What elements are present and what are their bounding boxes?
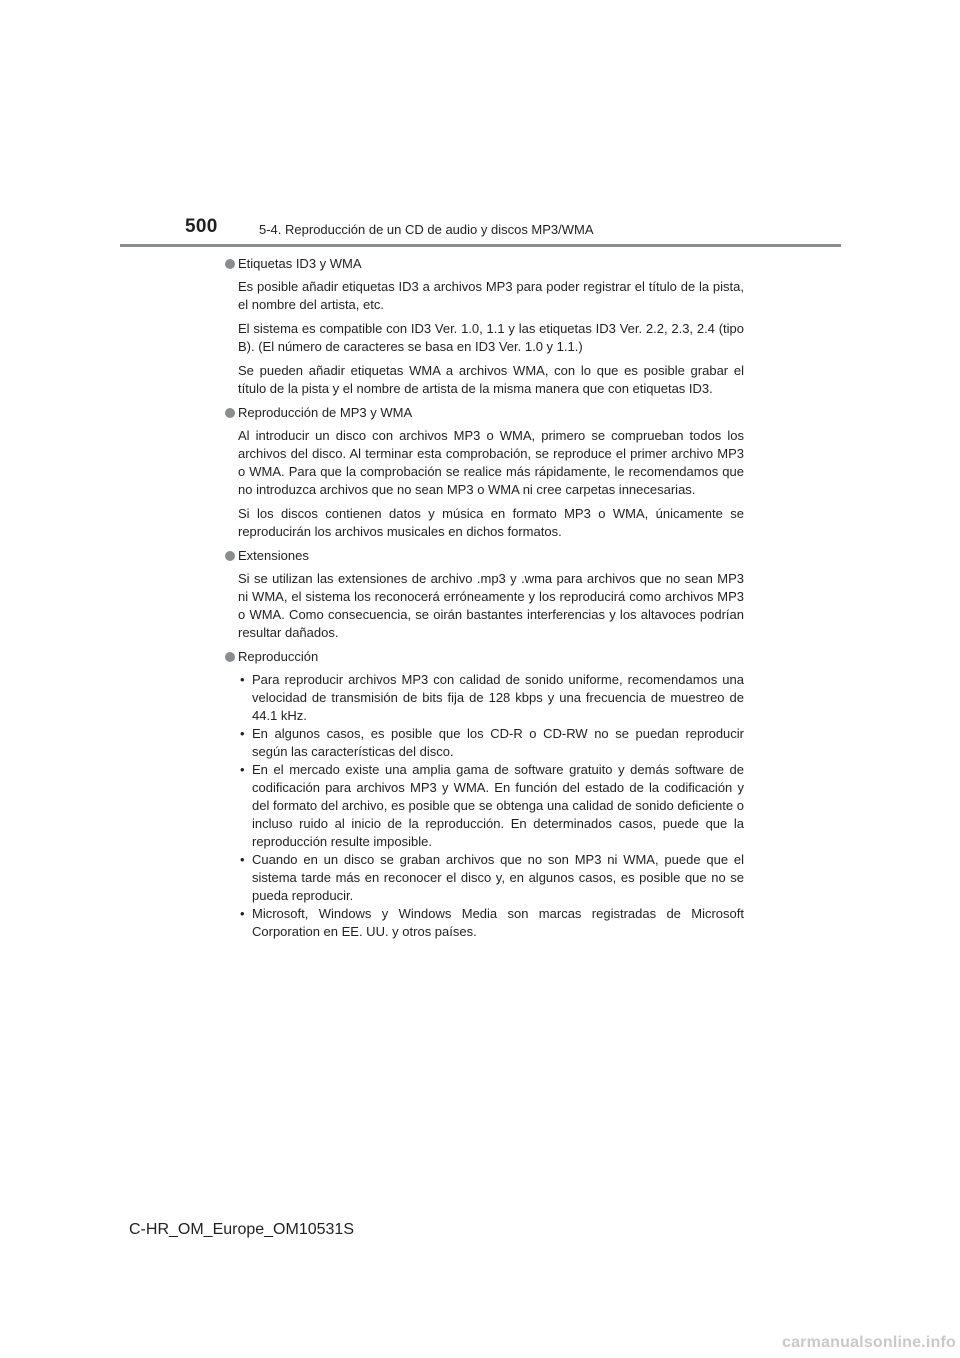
list-item xyxy=(238,671,744,725)
page-number: 500 xyxy=(185,216,218,237)
paragraph: Es posible añadir etiquetas ID3 a archivos MP3 para poder registrar el título de la pista, el nombre del artista, etc. xyxy=(238,279,744,312)
header-divider xyxy=(120,244,841,247)
bullet-dot-icon xyxy=(225,652,235,662)
section-heading xyxy=(224,404,744,422)
section-heading-text: Etiquetas ID3 y WMA xyxy=(238,256,362,271)
section-id3-tags xyxy=(224,255,744,398)
bullet-dot-icon xyxy=(225,551,235,561)
list-bullet-icon: • xyxy=(240,906,245,921)
list-bullet-icon: • xyxy=(240,672,245,687)
list-item-text: Microsoft, Windows y Windows Media son marcas registradas de Microsoft Corporation en EE. UU. y otros países. xyxy=(252,906,744,939)
playback-notes-list xyxy=(238,671,744,941)
document-id: C-HR_OM_Europe_OM10531S xyxy=(129,1221,354,1238)
list-item-text: En algunos casos, es posible que los CD-R o CD-RW no se puedan reproducir según las características del disco. xyxy=(252,726,744,759)
section-playback xyxy=(224,648,744,941)
paragraph: El sistema es compatible con ID3 Ver. 1.0, 1.1 y las etiquetas ID3 Ver. 2.2, 2.3, 2.4 (tipo B). (El número de caracteres se basa en ID3 Ver. 1.0 y 1.1.) xyxy=(238,321,744,354)
paragraph: Si se utilizan las extensiones de archivo .mp3 y .wma para archivos que no sean MP3 ni WMA, el sistema los reconocerá erróneamente y los reproducirá como archivos MP3 o WMA. Como consecuencia, se oirán bastantes interferencias y los altavoces podrían resultar dañados. xyxy=(238,571,744,640)
list-item xyxy=(238,905,744,941)
list-item-text: Cuando en un disco se graban archivos que no son MP3 ni WMA, puede que el sistema tarde más en reconocer el disco y, en algunos casos, es posible que no se pueda reproducir. xyxy=(252,852,744,903)
list-item xyxy=(238,725,744,761)
section-heading xyxy=(224,547,744,565)
main-content xyxy=(224,255,744,946)
section-mp3-wma-playback xyxy=(224,404,744,541)
list-bullet-icon: • xyxy=(240,762,245,777)
list-bullet-icon: • xyxy=(240,852,245,867)
page-header xyxy=(0,0,960,250)
section-heading-text: Extensiones xyxy=(238,548,309,563)
list-item-text: En el mercado existe una amplia gama de software gratuito y demás software de codificación para archivos MP3 y WMA. En función del estado de la codificación y del formato del archivo, es posible que se obtenga una calidad de sonido deficiente o incluso ruido al inicio de la reproducción. En determinados casos, puede que la reproducción resulte imposible. xyxy=(252,762,744,849)
list-bullet-icon: • xyxy=(240,726,245,741)
paragraph: Se pueden añadir etiquetas WMA a archivos WMA, con lo que es posible grabar el título de la pista y el nombre de artista de la misma manera que con etiquetas ID3. xyxy=(238,363,744,396)
section-heading xyxy=(224,648,744,666)
list-item-text: Para reproducir archivos MP3 con calidad de sonido uniforme, recomendamos una velocidad de transmisión de bits fija de 128 kbps y una frecuencia de muestreo de 44.1 kHz. xyxy=(252,672,744,723)
bullet-dot-icon xyxy=(225,408,235,418)
list-item xyxy=(238,761,744,851)
bullet-dot-icon xyxy=(225,259,235,269)
paragraph: Al introducir un disco con archivos MP3 o WMA, primero se comprueban todos los archivos del disco. Al terminar esta comprobación, se reproduce el primer archivo MP3 o WMA. Para que la comprobación se realice más rápidamente, le recomendamos que no introduzca archivos que no sean MP3 o WMA ni cree carpetas innecesarias. xyxy=(238,428,744,497)
section-title: 5-4. Reproducción de un CD de audio y discos MP3/WMA xyxy=(259,222,594,237)
section-heading-text: Reproducción xyxy=(238,649,319,664)
watermark: carmanualsonline.info xyxy=(781,1334,956,1351)
paragraph: Si los discos contienen datos y música en formato MP3 o WMA, únicamente se reproducirán los archivos musicales en dichos formatos. xyxy=(238,506,744,539)
list-item xyxy=(238,851,744,905)
section-extensions xyxy=(224,547,744,642)
section-heading xyxy=(224,255,744,273)
section-heading-text: Reproducción de MP3 y WMA xyxy=(238,405,413,420)
